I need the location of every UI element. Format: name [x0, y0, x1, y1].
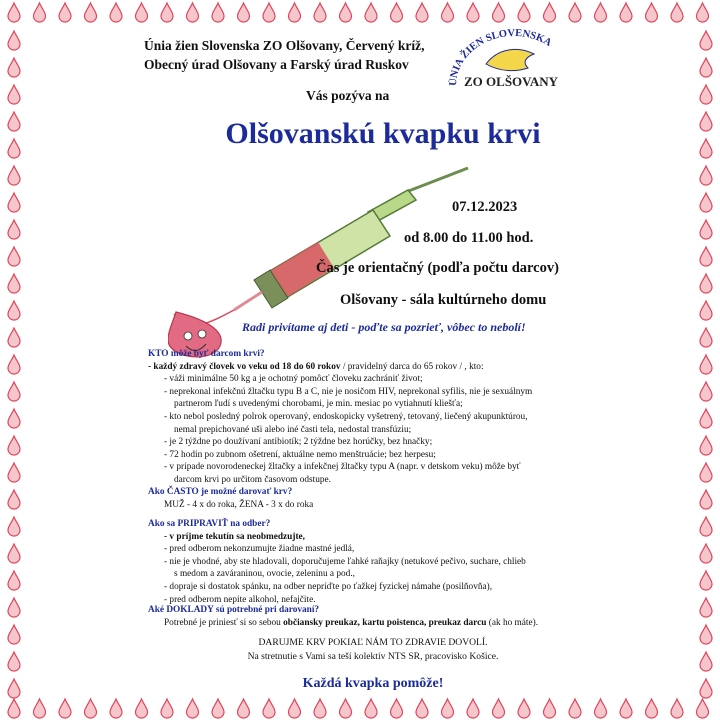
event-place: Olšovany - sála kultúrneho domu — [340, 292, 547, 308]
docs-answer-pre: Potrebné je priniesť si so sebou — [164, 617, 284, 628]
blood-drop-icon — [8, 598, 20, 617]
blood-drop-icon — [34, 3, 46, 22]
prepare-item: - dopraje si dostatok spánku, na odber nepríďte po ťažkej fyzickej námahe (posilňovňa), — [164, 581, 493, 592]
organizers-line-2: Obecný úrad Olšovany a Farský úrad Ruskov — [144, 57, 409, 72]
who-item: nemal prepichované uši alebo iné časti tela, nedostal transfúziu; — [174, 424, 412, 435]
who-item: darcom krvi po určitom časovom odstupe. — [174, 474, 331, 485]
kids-welcome: Radi privítame aj deti - poďte sa pozrieť, vôbec to nebolí! — [242, 320, 526, 334]
blood-drop-icon — [700, 544, 712, 563]
blood-drop-icon — [85, 3, 97, 22]
blood-drop-icon — [8, 301, 20, 320]
who-lead-rest: / pravidelný darca do 65 rokov / , kto: — [340, 361, 484, 372]
often-question: Ako ČASTO je možné darovať krv? — [148, 487, 293, 497]
blood-drop-icon — [8, 436, 20, 455]
logo-bottom-text: ZO OLŠOVANY — [464, 74, 559, 89]
blood-drop-icon — [700, 436, 712, 455]
blood-drop-icon — [8, 571, 20, 590]
blood-drop-icon — [8, 517, 20, 536]
drop-border-left — [0, 0, 30, 720]
docs-answer — [148, 617, 598, 630]
who-lead-bold: - každý zdravý človek vo veku od 18 do 60 rokov — [148, 361, 341, 372]
poster — [108, 14, 608, 704]
blood-drop-icon — [700, 58, 712, 77]
blood-drop-icon — [700, 571, 712, 590]
blood-drop-icon — [646, 3, 658, 22]
logo-arc-text: ÚNIA ŽIEN SLOVENSKA — [448, 27, 554, 87]
organizers-line-1: Únia žien Slovenska ZO Olšovany, Červený kríž, — [144, 38, 425, 53]
closing-line-1: DARUJME KRV POKIAĽ NÁM TO ZDRAVIE DOVOLÍ. — [258, 637, 488, 648]
blood-drop-icon — [59, 3, 71, 22]
union-logo — [448, 24, 578, 104]
blood-drop-icon — [700, 301, 712, 320]
blood-drop-icon — [700, 112, 712, 131]
blood-drop-icon — [671, 3, 683, 22]
who-item: - v prípade novorodeneckej žltačky a infekčnej žltačky typu A (napr. v detskom veku) môže byť — [164, 462, 521, 473]
docs-answer-post: (ak ho máte). — [486, 617, 539, 628]
section-often — [148, 486, 598, 511]
blood-drop-icon — [8, 652, 20, 671]
blood-drop-icon — [8, 382, 20, 401]
dove-icon — [486, 49, 534, 70]
blood-drop-icon — [700, 193, 712, 212]
section-docs — [148, 604, 598, 629]
blood-drop-icon — [8, 31, 20, 50]
blood-drop-icon — [59, 699, 71, 718]
blood-drop-icon — [700, 652, 712, 671]
who-item: - neprekonal infekčnú žltačku typu B a C, nie je nosičom HIV, neprekonal syfilis, nie je sexuálnym — [164, 386, 533, 397]
blood-drop-icon — [8, 274, 20, 293]
prepare-item: - pred odberom nepite alkohol, nefajčite. — [164, 594, 316, 605]
blood-drop-icon — [8, 409, 20, 428]
blood-drop-icon — [8, 112, 20, 131]
blood-drop-icon — [700, 463, 712, 482]
blood-drop-icon — [8, 544, 20, 563]
who-lead — [148, 361, 598, 374]
blood-drop-icon — [700, 355, 712, 374]
prepare-question: Ako sa PRIPRAVIŤ na odber? — [148, 519, 271, 529]
closing — [148, 636, 598, 664]
blood-drop-icon — [8, 490, 20, 509]
event-note: Čas je orientačný (podľa počtu darcov) — [316, 260, 559, 276]
blood-drop-icon — [700, 679, 712, 698]
blood-drop-icon — [8, 166, 20, 185]
blood-drop-icon — [8, 328, 20, 347]
prepare-item: - nie je vhodné, aby ste hladovali, doporučujeme ľahké raňajky (netukové pečivo, suchare, chlieb — [164, 556, 526, 567]
blood-drop-icon — [34, 699, 46, 718]
invites-text: Vás pozýva na — [306, 88, 390, 103]
blood-drop-icon — [620, 699, 632, 718]
closing-line-2: Na stretnutie s Vami sa teší kolektív NTS SR, pracovisko Košice. — [247, 651, 499, 662]
blood-drop-icon — [700, 598, 712, 617]
blood-drop-icon — [700, 517, 712, 536]
blood-drop-icon — [700, 490, 712, 509]
finale-slogan: Každá kvapka pomôže! — [302, 676, 444, 691]
blood-drop-icon — [8, 139, 20, 158]
blood-drop-icon — [8, 625, 20, 644]
blood-drop-icon — [700, 85, 712, 104]
blood-drop-icon — [8, 193, 20, 212]
who-item: - váži minimálne 50 kg a je ochotný pomôcť človeku zachrániť život; — [164, 374, 423, 385]
section-who — [148, 348, 598, 487]
blood-drop-icon — [700, 166, 712, 185]
blood-drop-icon — [8, 220, 20, 239]
event-time: od 8.00 do 11.00 hod. — [404, 230, 534, 246]
prepare-item: - pred odberom nekonzumujte žiadne mastné jedlá, — [164, 544, 355, 555]
who-item: partnerom ľudí s uvedenými chorobami, je min. mesiac po vytiahnutí kliešťa; — [174, 399, 463, 410]
blood-drop-icon — [700, 274, 712, 293]
blood-drop-icon — [700, 409, 712, 428]
drop-border-right — [690, 0, 720, 720]
event-date: 07.12.2023 — [452, 199, 518, 215]
docs-question: Aké DOKLADY sú potrebné pri darovaní? — [148, 605, 320, 615]
blood-drop-icon — [620, 3, 632, 22]
blood-drop-icon — [700, 220, 712, 239]
section-prepare — [148, 518, 598, 606]
blood-drop-icon — [700, 247, 712, 266]
blood-drop-icon — [700, 328, 712, 347]
blood-drop-icon — [646, 699, 658, 718]
organizers — [144, 36, 484, 74]
prepare-item: s medom a zaváraninou, ovocie, zeleninu a pod., — [174, 569, 355, 580]
blood-drop-icon — [671, 699, 683, 718]
blood-drop-icon — [8, 463, 20, 482]
page-title: Olšovanskú kvapku krvi — [225, 117, 541, 150]
blood-drop-icon — [700, 382, 712, 401]
blood-drop-icon — [700, 31, 712, 50]
blood-drop-icon — [8, 679, 20, 698]
docs-answer-bold: občiansky preukaz, kartu poistenca, preukaz darcu — [283, 617, 487, 628]
who-item: - kto nebol posledný polrok operovaný, endoskopicky vyšetrený, tetovaný, liečený akupunktúrou, — [164, 411, 528, 422]
who-question: KTO môže byť darcom krvi? — [148, 349, 265, 359]
blood-drop-icon — [8, 58, 20, 77]
often-answer: MUŽ - 4 x do roka, ŽENA - 3 x do roka — [164, 499, 314, 510]
blood-drop-icon — [700, 139, 712, 158]
prepare-item: - v príjme tekutín sa neobmedzujte, — [164, 531, 305, 542]
blood-drop-icon — [8, 247, 20, 266]
blood-drop-icon — [700, 625, 712, 644]
who-item: - 72 hodín po zubnom ošetrení, aktuálne nemo menštruácie; bez herpesu; — [164, 449, 436, 460]
blood-drop-icon — [85, 699, 97, 718]
blood-drop-icon — [8, 355, 20, 374]
who-item: - je 2 týždne po doužívaní antibiotík; 2 týždne bez horúčky, bez hnačky; — [164, 437, 433, 448]
blood-drop-icon — [8, 85, 20, 104]
